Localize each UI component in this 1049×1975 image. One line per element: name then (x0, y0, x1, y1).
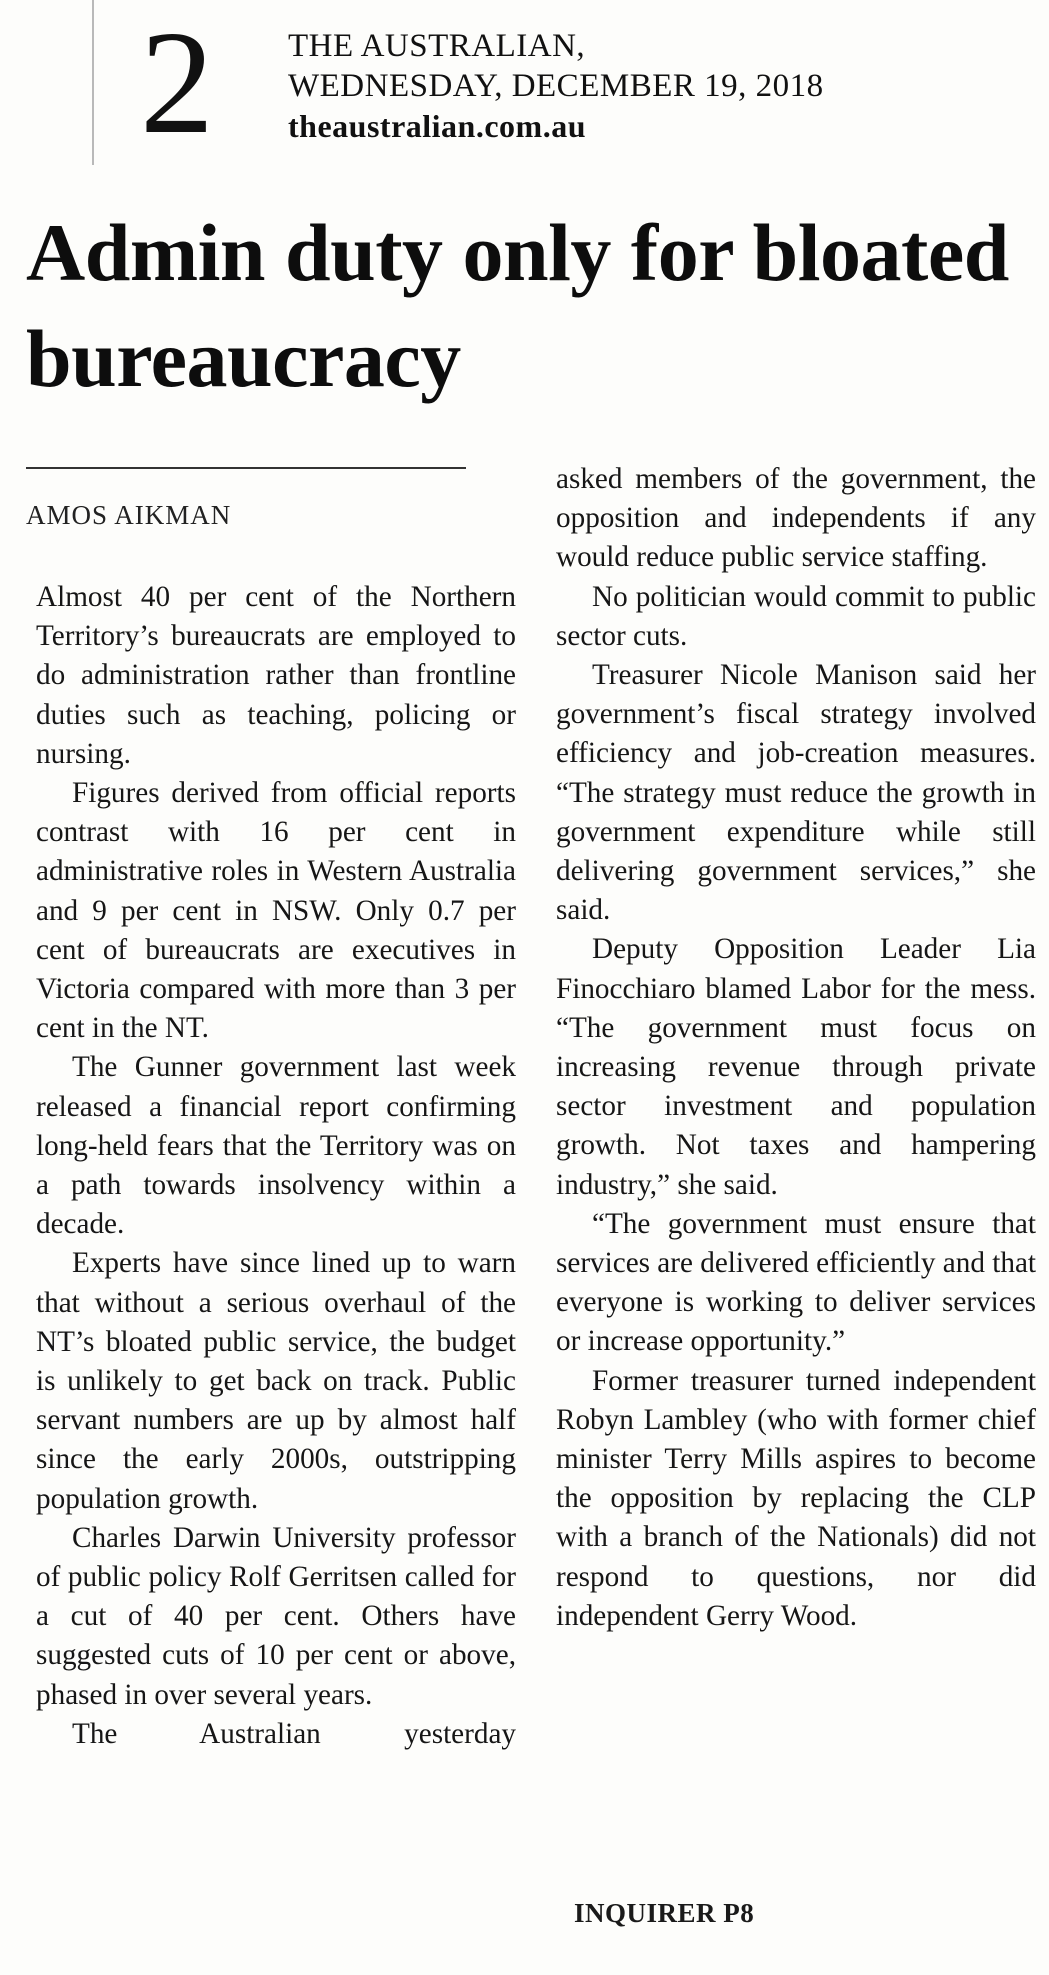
continuation-reference: INQUIRER P8 (574, 1898, 755, 1928)
byline-divider (26, 467, 466, 469)
paragraph: No politician would commit to public sector cuts. (556, 580, 1036, 652)
margin-rule (92, 0, 94, 165)
article-column-right (556, 460, 1036, 1636)
byline: AMOS AIKMAN (26, 500, 232, 530)
paragraph: asked members of the government, the opposition and independents if any would reduce public service staffing. (556, 463, 1036, 574)
article-column-left (36, 578, 516, 1754)
publication-name: THE AUSTRALIAN, (288, 28, 586, 64)
page-number: 2 (140, 1, 214, 165)
headline: Admin duty only for bloated bureaucracy (26, 207, 1009, 404)
paragraph: Figures derived from official reports contrast with 16 per cent in administrative roles in Western Australia and 9 per cent in NSW. Only 0.7 per cent of bureaucrats are executives in Victoria compared with more than 3 per cent in the NT. (36, 777, 516, 1045)
publication-website: theaustralian.com.au (288, 108, 586, 144)
paragraph: “The government must ensure that services are delivered efficiently and that everyone is working to deliver services or increase opportunity.” (556, 1207, 1037, 1358)
masthead (288, 26, 824, 146)
paragraph: Deputy Opposition Leader Lia Finocchiaro blamed Labor for the mess. “The government must focus on increasing revenue through private sector investment and population growth. Not taxes and hampering industry,” she said. (556, 933, 1036, 1201)
paragraph: The Australian yesterday (72, 1717, 516, 1750)
paragraph: Former treasurer turned independent Robyn Lambley (who with former chief minister Terry Mills aspires to become the opposition by replacing the CLP with a branch of the Nationals) did not respond to questions, nor did independent Gerry Wood. (556, 1364, 1036, 1632)
paragraph: The Gunner government last week released a financial report confirming long-held fears that the Territory was on a path towards insolvency within a decade. (36, 1051, 516, 1241)
paragraph: Almost 40 per cent of the Northern Territory’s bureaucrats are employed to do administration rather than frontline duties such as teaching, policing or nursing. (36, 581, 516, 770)
paragraph: Charles Darwin University professor of public policy Rolf Gerritsen called for a cut of 40 per cent. Others have suggested cuts of 10 per cent or above, phased in over several years. (36, 1521, 516, 1711)
publication-date: WEDNESDAY, DECEMBER 19, 2018 (288, 68, 824, 104)
paragraph: Experts have since lined up to warn that without a serious overhaul of the NT’s bloated public service, the budget is unlikely to get back on track. Public servant numbers are up by almost half since the early 2000s, outstripping population growth. (36, 1247, 516, 1515)
paragraph: Treasurer Nicole Manison said her government’s fiscal strategy involved efficiency and job-creation measures. “The strategy must reduce the growth in government expenditure while still delivering government services,” she said. (556, 659, 1036, 927)
